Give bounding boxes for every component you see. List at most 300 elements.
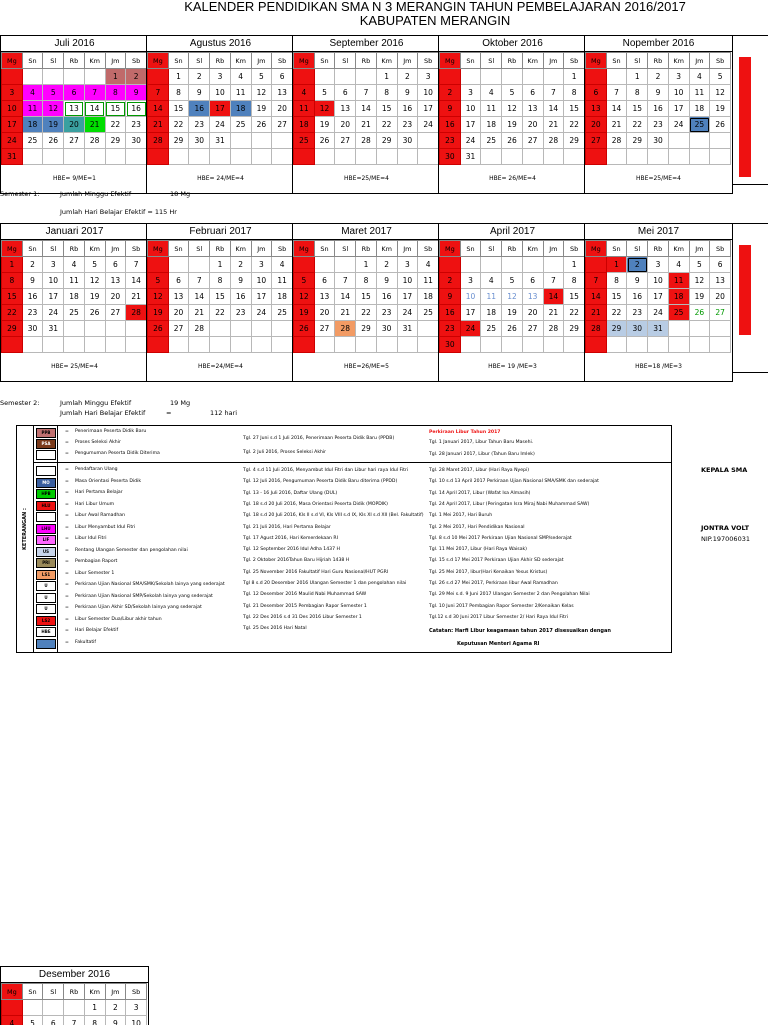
day-cell: 26 [148,321,169,337]
day-cell: 2 [376,257,397,273]
day-cell: 4 [22,85,43,101]
month-name: April 2017 [439,224,586,240]
day-cell [418,133,439,149]
day-cell: 20 [105,289,126,305]
day-cell: 24 [668,117,689,133]
day-cell: 1 [627,69,648,85]
day-cell: 2 [648,69,669,85]
day-cell: 23 [230,305,251,321]
day-cell: 18 [64,289,85,305]
day-cell [689,321,710,337]
day-header: Rb [502,241,523,257]
day-cell: 19 [43,117,64,133]
day-cell [335,337,356,353]
legend-text: Tgl. 10 Juni 2017 Pembagian Rapor Semester 2/Kenaikan Kelas [429,604,574,609]
day-header: Km [522,53,543,69]
day-cell [543,149,564,165]
day-cell: 31 [648,321,669,337]
legend-code-swatch [36,512,56,522]
legend-divider [33,462,671,463]
day-cell: 28 [543,321,564,337]
day-cell: 10 [2,101,23,117]
day-cell [84,337,105,353]
day-cell: 21 [148,117,169,133]
day-header: Sb [418,241,439,257]
day-cell: 19 [294,305,315,321]
day-cell: 30 [126,133,147,149]
legend-text: = [65,467,69,472]
day-cell [376,149,397,165]
legend-text: Libur Semester 1 [75,571,114,576]
day-cell: 15 [210,289,231,305]
legend-text: Pengumuman Peserta Didik Diterima [75,451,160,456]
day-cell: 2 [440,85,461,101]
day-cell: 20 [335,117,356,133]
day-header: Jm [689,53,710,69]
day-cell: 24 [2,133,23,149]
day-cell [64,321,85,337]
day-cell [356,337,377,353]
calendar-desember-2016-edge [732,35,768,185]
day-cell [230,149,251,165]
day-cell: 12 [294,289,315,305]
day-cell: 12 [689,273,710,289]
month-name: Januari 2017 [1,224,148,240]
day-header: Mg [294,241,315,257]
legend-text: Tgl. 2 Oktober 2016Tahun Baru Hijriah 1438 H [243,558,349,563]
day-header: Km [84,984,105,1000]
day-header: Mg [294,53,315,69]
semester-2-label: Semester 2: [0,399,39,407]
legend-text: = [65,513,69,518]
day-cell: 16 [22,289,43,305]
day-cell [668,133,689,149]
day-cell: 5 [22,1016,43,1025]
day-cell: 18 [481,117,502,133]
calendar-grid [1,240,147,353]
day-header: Sn [460,53,481,69]
day-cell [586,69,607,85]
day-cell [189,337,210,353]
day-cell: 29 [105,133,126,149]
legend-text: Tgl. 14 April 2017, Libur (Wafat Isa Almasih) [429,491,530,496]
day-cell: 23 [648,117,669,133]
day-header: Rb [64,53,85,69]
day-header: Jm [105,984,126,1000]
day-header: Sl [43,241,64,257]
day-cell: 23 [376,305,397,321]
day-header: Sl [627,53,648,69]
day-cell: 5 [689,257,710,273]
day-cell: 1 [564,257,585,273]
day-cell [22,149,43,165]
day-cell: 4 [668,257,689,273]
day-cell [397,149,418,165]
legend-text: Tgl. 22 Des 2016 s.d 31 Des 2016 Libur Semester 1 [243,615,362,620]
day-header: Km [230,241,251,257]
day-cell: 28 [189,321,210,337]
day-cell: 19 [502,117,523,133]
month-footer: HBE= 9/ME=1 [1,165,148,193]
day-cell: 27 [522,133,543,149]
day-cell: 11 [418,273,439,289]
day-cell [440,257,461,273]
day-cell: 27 [335,133,356,149]
day-header: Sl [189,53,210,69]
day-cell: 8 [2,273,23,289]
day-cell [251,337,272,353]
legend-code-swatch: MO [36,478,56,488]
calendar-grid [585,240,731,353]
day-cell [2,1000,23,1016]
day-cell: 19 [84,289,105,305]
day-cell: 7 [148,85,169,101]
day-cell: 27 [105,305,126,321]
day-cell: 6 [314,273,335,289]
day-cell: 30 [189,133,210,149]
day-cell [481,69,502,85]
calendar-grid [1,983,147,1025]
day-cell [543,257,564,273]
legend-code-swatch [36,466,56,476]
day-cell: 11 [22,101,43,117]
day-cell: 7 [335,273,356,289]
calendar-grid [147,52,293,165]
day-cell: 19 [689,289,710,305]
day-header: Jm [397,241,418,257]
day-header: Sn [460,241,481,257]
semester-1-label: Semester 1: [0,190,39,198]
calendar-nopember-2016 [584,35,733,194]
day-cell: 10 [43,273,64,289]
day-cell: 15 [564,289,585,305]
day-cell: 1 [210,257,231,273]
day-cell: 29 [2,321,23,337]
legend-text: Tgl. 25 Des 2016 Hari Natal [243,626,307,631]
day-cell [481,257,502,273]
day-cell: 18 [22,117,43,133]
day-cell: 18 [230,101,251,117]
day-header: Sn [22,984,43,1000]
day-header: Rb [356,53,377,69]
day-header: Sn [314,241,335,257]
day-cell: 13 [522,101,543,117]
day-cell: 22 [564,305,585,321]
day-cell: 28 [543,133,564,149]
legend-side-title: KETERANGAN : [22,491,28,567]
day-cell [126,149,147,165]
day-cell: 7 [84,85,105,101]
month-footer: HBE= 19 /ME=3 [439,353,586,381]
day-header: Km [376,53,397,69]
day-cell: 31 [2,149,23,165]
day-cell [522,149,543,165]
legend-text: = [65,440,69,445]
day-cell [64,337,85,353]
day-cell: 22 [564,117,585,133]
legend-text: Hari Libur Umum [75,502,114,507]
legend-text: Perkiraan Ujian Akhir SD/Sekolah lainya yang sederajat [75,605,202,610]
day-header: Mg [440,53,461,69]
day-cell: 8 [564,273,585,289]
day-cell: 28 [126,305,147,321]
day-cell [648,337,669,353]
day-header: Mg [586,241,607,257]
day-cell: 28 [335,321,356,337]
day-cell: 2 [105,1000,126,1016]
day-cell: 1 [564,69,585,85]
day-header: Jm [251,241,272,257]
legend-code-swatch: LHU [36,524,56,534]
day-cell: 4 [230,69,251,85]
day-cell: 3 [648,257,669,273]
day-cell: 14 [126,273,147,289]
day-header: Jm [251,53,272,69]
signature-title: KEPALA SMA [701,466,747,474]
legend-text: = [65,525,69,530]
day-cell: 3 [460,85,481,101]
day-cell: 12 [43,101,64,117]
legend-code-swatch: PPB [36,428,56,438]
day-cell: 26 [314,133,335,149]
day-header: Sl [43,53,64,69]
day-header: Sn [606,53,627,69]
day-cell: 11 [272,273,293,289]
day-cell: 29 [564,321,585,337]
legend-code-swatch: LS2 [36,616,56,626]
day-cell: 24 [251,305,272,321]
day-cell: 17 [2,117,23,133]
legend-text: Tgl. 12 September 2016 Idul Adha 1437 H [243,547,340,552]
day-cell: 15 [2,289,23,305]
day-cell: 11 [230,85,251,101]
day-cell: 6 [272,69,293,85]
day-cell: 22 [2,305,23,321]
day-cell [251,149,272,165]
day-cell [148,149,169,165]
day-cell [564,149,585,165]
day-cell [189,257,210,273]
day-cell: 13 [710,273,731,289]
day-cell [294,69,315,85]
day-cell [356,69,377,85]
day-header: Sb [272,241,293,257]
day-cell: 5 [710,69,731,85]
legend-text: Pembagian Raport [75,559,117,564]
day-cell: 2 [22,257,43,273]
day-cell: 22 [356,305,377,321]
day-cell: 6 [64,85,85,101]
calendar-grid [1,52,147,165]
day-cell [460,69,481,85]
day-cell: 8 [210,273,231,289]
day-cell: 23 [627,305,648,321]
day-cell: 9 [376,273,397,289]
day-header: Jm [397,53,418,69]
day-cell [668,321,689,337]
day-cell: 17 [251,289,272,305]
day-cell: 24 [460,321,481,337]
day-cell: 31 [397,321,418,337]
legend-text: Fakultatif [75,640,96,645]
month-name: Desember 2016 [1,967,148,983]
day-cell: 26 [502,133,523,149]
legend-text: Libur Menyambut Idul Fitri [75,525,135,530]
day-cell: 12 [148,289,169,305]
day-cell: 8 [105,85,126,101]
day-cell [335,69,356,85]
day-cell [105,149,126,165]
day-cell: 29 [168,133,189,149]
day-cell [251,133,272,149]
day-header: Sl [481,53,502,69]
day-header: Sn [314,53,335,69]
day-cell: 16 [189,101,210,117]
day-cell: 21 [126,289,147,305]
day-cell [502,337,523,353]
month-name: Nopember 2016 [585,36,732,52]
legend-text: Tgl. 8 s.d 10 Mei 2017 Perkiraan Ujian Nasional SMP/sederajat [429,536,572,541]
legend-text: = [65,640,69,645]
day-cell [272,321,293,337]
day-cell [210,337,231,353]
day-header: Sb [710,241,731,257]
day-cell [22,69,43,85]
month-name: Maret 2017 [293,224,440,240]
day-cell: 22 [627,117,648,133]
day-cell: 21 [606,117,627,133]
day-cell [481,149,502,165]
day-cell: 22 [376,117,397,133]
day-header: Sn [168,241,189,257]
day-header: Km [230,53,251,69]
day-cell: 30 [22,321,43,337]
day-cell: 18 [481,305,502,321]
day-cell: 29 [376,133,397,149]
title-line-2: KABUPATEN MERANGIN [0,14,768,28]
day-header: Mg [2,984,23,1000]
legend-text: = [65,502,69,507]
legend-text: = [65,582,69,587]
calendar-januari-2017 [0,223,149,382]
day-cell: 15 [356,289,377,305]
day-cell [314,149,335,165]
day-cell: 23 [189,117,210,133]
day-cell: 12 [710,85,731,101]
day-cell: 28 [356,133,377,149]
calendar-februari-2017 [146,223,295,382]
legend-text: Tgl. 18 s.d 20 Juli 2016, Kls II s.d VI, Kls VIII s.d IX, Kls XI s.d XII (Bel. Fakultatif) [243,513,424,518]
day-cell: 26 [502,321,523,337]
legend-side [17,426,34,652]
day-cell: 19 [502,305,523,321]
day-header: Jm [689,241,710,257]
day-cell: 23 [440,133,461,149]
calendar-juli-2016 [0,35,149,194]
day-cell [627,337,648,353]
legend-text: = [65,571,69,576]
legend-text: Hari Pertama Belajar [75,490,123,495]
day-cell: 3 [397,257,418,273]
day-cell: 7 [543,273,564,289]
day-header: Sb [126,241,147,257]
day-cell: 19 [251,101,272,117]
day-cell: 1 [356,257,377,273]
day-header: Rb [210,53,231,69]
calendar-agustus-2016 [146,35,295,194]
day-cell: 19 [148,305,169,321]
day-cell [148,337,169,353]
legend-text: Proses Seleksi Akhir [75,440,121,445]
day-cell: 19 [314,117,335,133]
day-cell: 4 [481,85,502,101]
day-cell [564,337,585,353]
day-cell [43,69,64,85]
day-cell: 25 [689,117,710,133]
month-name: Oktober 2016 [439,36,586,52]
sunday-column [739,57,751,177]
day-cell: 3 [126,1000,147,1016]
day-cell: 27 [522,321,543,337]
legend-text: Hari Belajar Efektif [75,628,118,633]
day-cell: 20 [272,101,293,117]
day-cell: 16 [440,305,461,321]
day-cell: 11 [294,101,315,117]
day-cell: 20 [168,305,189,321]
day-cell: 1 [376,69,397,85]
day-cell [294,149,315,165]
day-cell [210,321,231,337]
day-cell: 3 [210,69,231,85]
day-cell: 5 [314,85,335,101]
day-cell: 2 [230,257,251,273]
day-cell: 27 [710,305,731,321]
day-cell: 7 [543,85,564,101]
day-cell [481,337,502,353]
day-cell: 13 [586,101,607,117]
day-cell [502,257,523,273]
month-footer: HBE=18 /ME=3 [585,353,732,381]
day-cell [440,69,461,85]
day-cell [189,149,210,165]
day-cell: 9 [440,289,461,305]
day-cell [294,337,315,353]
day-cell [84,69,105,85]
day-cell: 3 [43,257,64,273]
legend-column-divider [57,426,58,652]
day-cell [689,337,710,353]
day-cell: 9 [189,85,210,101]
day-cell: 13 [335,101,356,117]
day-cell: 22 [105,117,126,133]
day-cell: 1 [84,1000,105,1016]
day-cell: 9 [105,1016,126,1025]
day-cell: 14 [335,289,356,305]
day-cell: 1 [105,69,126,85]
day-cell: 29 [606,321,627,337]
day-cell: 26 [251,117,272,133]
calendar-mei-2017 [584,223,733,382]
day-cell [2,337,23,353]
day-cell: 4 [64,257,85,273]
legend-text: Keputusan Menteri Agama RI [457,641,539,647]
day-cell: 16 [440,117,461,133]
day-header: Sb [418,53,439,69]
day-cell: 3 [2,85,23,101]
semester-2-days-value: 112 hari [210,409,237,417]
day-cell [84,321,105,337]
day-cell: 18 [689,101,710,117]
